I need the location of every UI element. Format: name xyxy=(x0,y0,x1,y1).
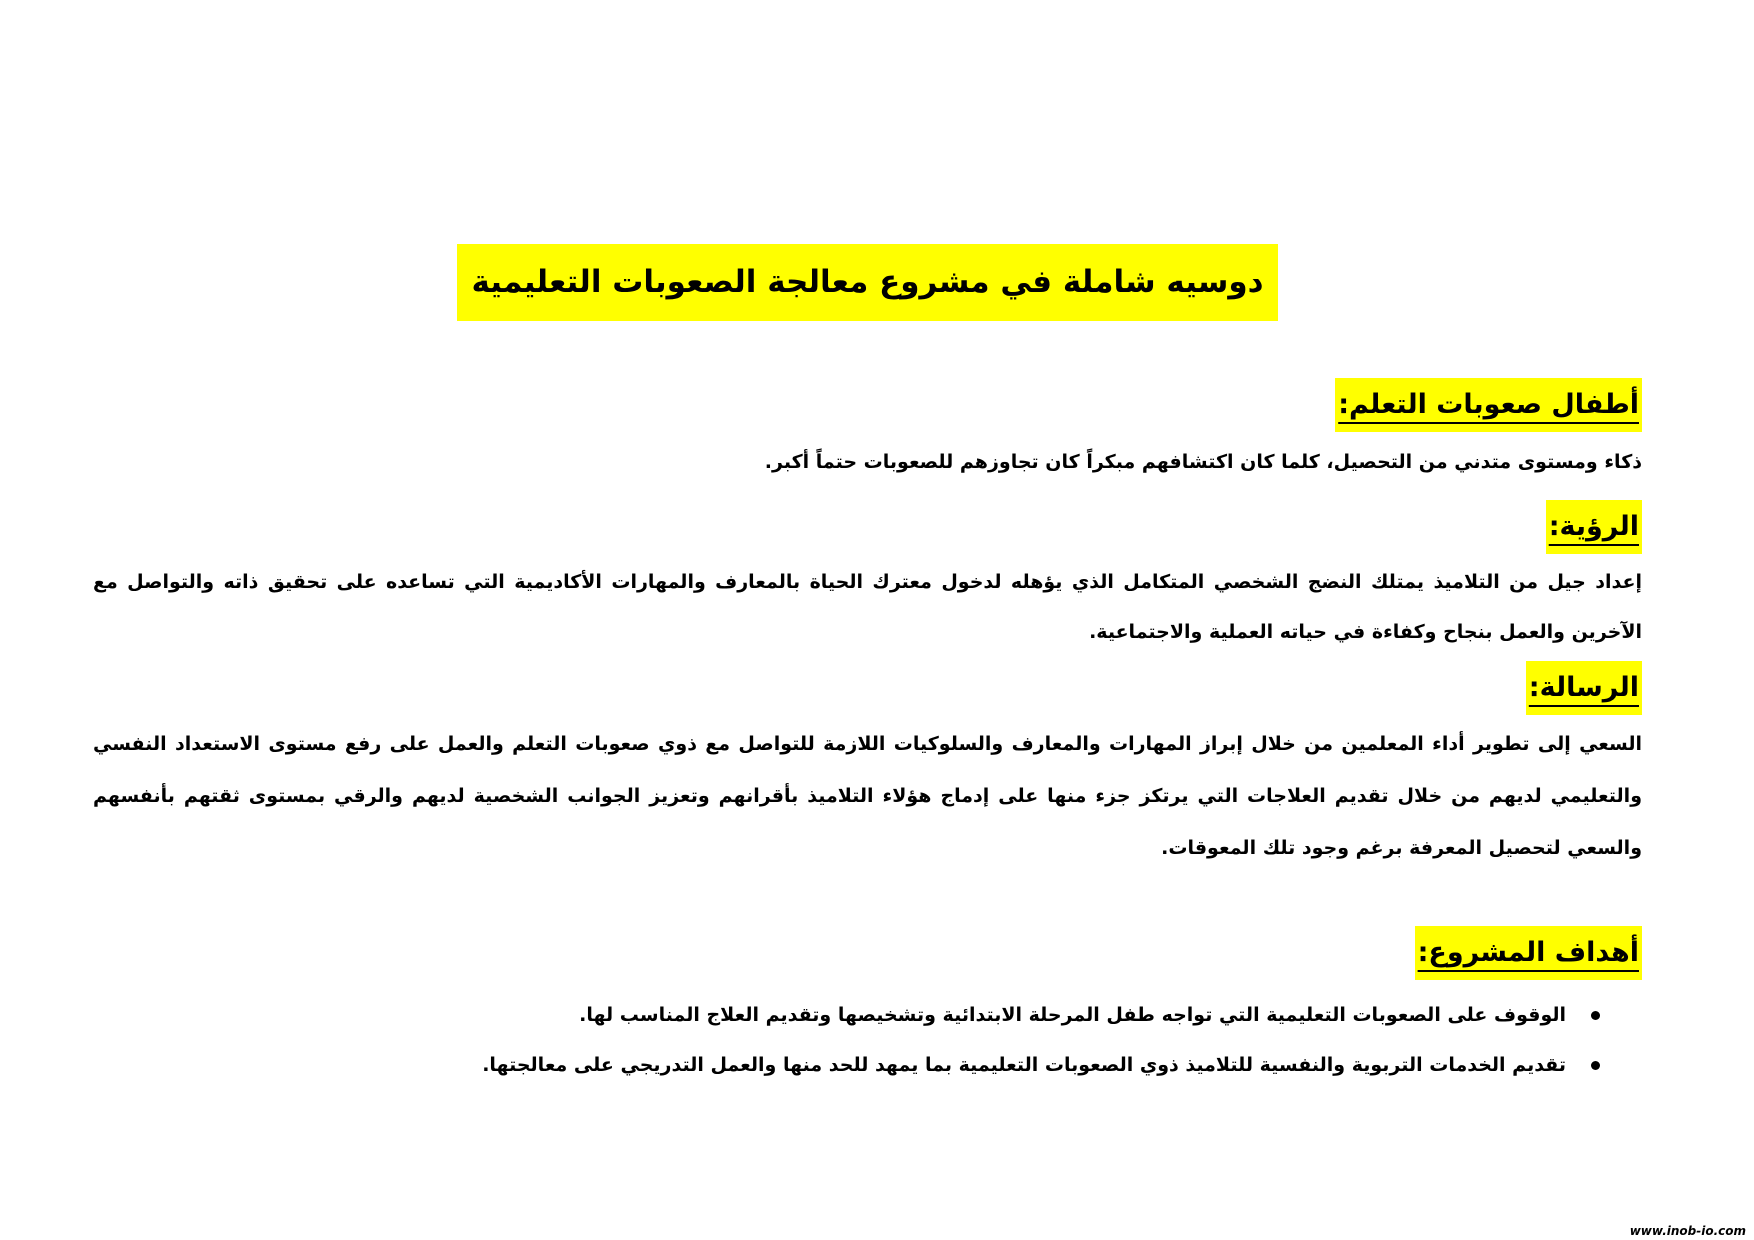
section-heading-objectives: أهداف المشروع: xyxy=(1415,926,1642,980)
heading-row xyxy=(93,661,1642,715)
document-content xyxy=(93,0,1642,1090)
heading-row xyxy=(93,378,1642,432)
objectives-list xyxy=(93,990,1642,1090)
section-objectives xyxy=(93,926,1642,1090)
heading-row xyxy=(93,500,1642,554)
list-item xyxy=(93,990,1642,1040)
heading-row xyxy=(93,926,1642,980)
section-mission xyxy=(93,661,1642,874)
objective-text: تقديم الخدمات التربوية والنفسية للتلاميذ ذوي الصعوبات التعليمية بما يمهد للحد منها والعمل التدريجي على معالجتها. xyxy=(482,1054,1566,1076)
bullet-icon xyxy=(1591,1061,1600,1070)
section-heading-mission: الرسالة: xyxy=(1526,661,1642,715)
page-title: دوسيه شاملة في مشروع معالجة الصعوبات التعليمية xyxy=(457,244,1277,321)
title-wrapper xyxy=(93,244,1642,321)
section-heading-learning-difficulties: أطفال صعوبات التعلم: xyxy=(1335,378,1642,432)
objective-text: الوقوف على الصعوبات التعليمية التي تواجه طفل المرحلة الابتدائية وتشخيصها وتقديم العلاج المناسب لها. xyxy=(579,1004,1566,1026)
list-item xyxy=(93,1040,1642,1090)
section-paragraph-mission: السعي إلى تطوير أداء المعلمين من خلال إبراز المهارات والمعارف والسلوكيات اللازمة للتواصل مع ذوي صعوبات التعلم والعمل على رفع مستوى الاستعداد النفسي والتعليمي لديهم من خلال تقديم العلاجات التي يرتكز جزء منها على إدماج هؤلاء التلاميذ بأقرانهم وتعزيز الجوانب الشخصية لديهم والرقي بمستوى ثقتهم بأنفسهم والسعي لتحصيل المعرفة برغم وجود تلك المعوقات. xyxy=(93,733,1642,859)
section-learning-difficulties xyxy=(93,378,1642,486)
bullet-icon xyxy=(1591,1011,1600,1020)
section-paragraph-vision: إعداد جيل من التلاميذ يمتلك النضج الشخصي المتكامل الذي يؤهله لدخول معترك الحياة بالمعارف والمهارات الأكاديمية التي تساعده على تحقيق ذاته والتواصل مع الآخرين والعمل بنجاح وكفاءة في حياته العملية والاجتماعية. xyxy=(93,571,1642,643)
section-vision xyxy=(93,500,1642,657)
watermark-text: www.inob-io.com xyxy=(1629,1224,1746,1238)
section-paragraph-learning-difficulties: ذكاء ومستوى متدني من التحصيل، كلما كان اكتشافهم مبكراً كان تجاوزهم للصعوبات حتماً أكبر. xyxy=(764,451,1642,473)
section-heading-vision: الرؤية: xyxy=(1546,500,1642,554)
